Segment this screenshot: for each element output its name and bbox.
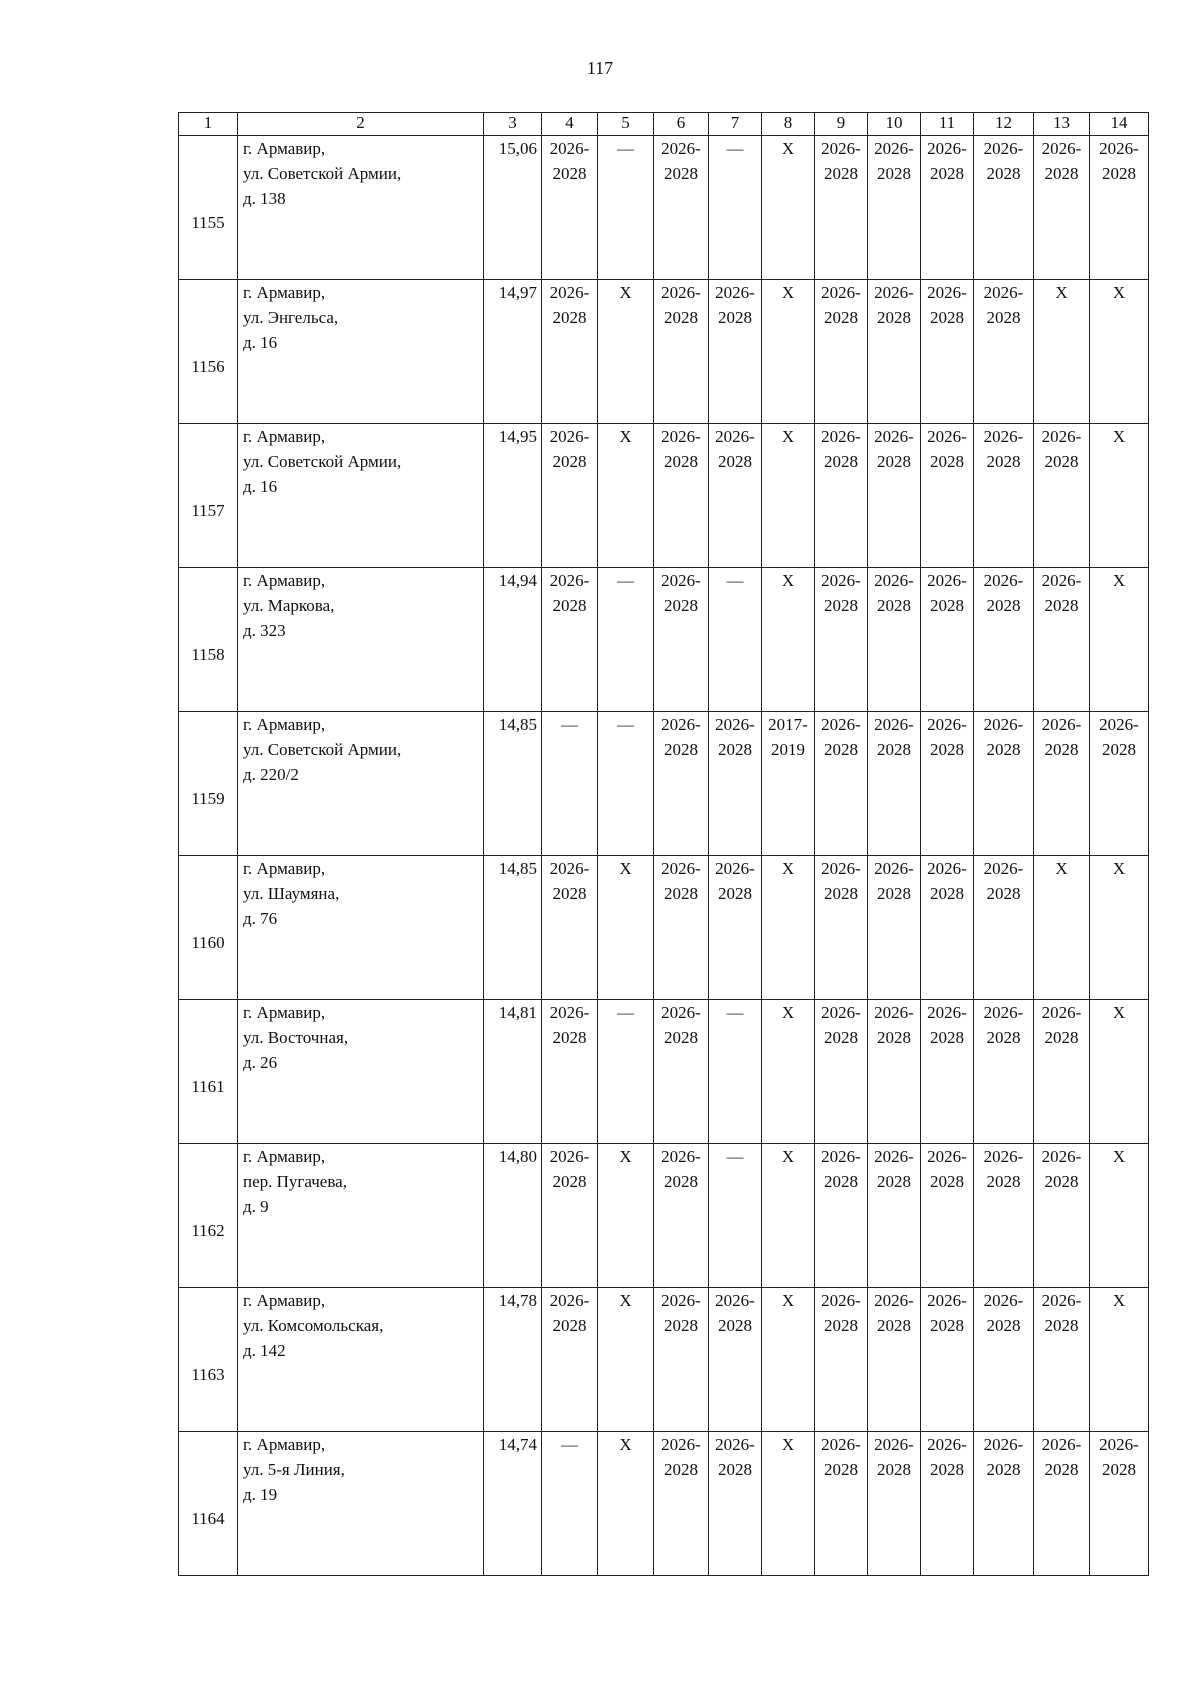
row-number: 1161 [179,1000,238,1144]
term-cell-col-14: Х [1090,424,1149,568]
address-line: ул. Советской Армии, [243,740,402,759]
term-cell-col-7: 2026- 2028 [709,424,762,568]
table-row [179,856,1149,1000]
term-cell-col-13: 2026- 2028 [1034,1000,1090,1144]
term-cell-col-8: Х [762,1144,815,1288]
table-row [179,568,1149,712]
term-cell-col-5: Х [598,1432,654,1576]
term-cell-col-12: 2026- 2028 [974,568,1034,712]
term-cell-col-9: 2026- 2028 [815,1144,868,1288]
address-line: г. Армавир, [243,715,326,734]
term-cell-col-10: 2026- 2028 [868,424,921,568]
term-cell-col-13: Х [1034,856,1090,1000]
table-header [179,113,1149,136]
address-line: г. Армавир, [243,1435,326,1454]
address-line: д. 138 [243,189,286,208]
column-header-5: 5 [598,113,654,136]
address-line: ул. Шаумяна, [243,884,340,903]
term-cell-col-8: 2017- 2019 [762,712,815,856]
area-cell: 14,95 [484,424,542,568]
term-cell-col-7: — [709,568,762,712]
column-header-2: 2 [238,113,484,136]
row-number: 1157 [179,424,238,568]
term-cell-col-13: 2026- 2028 [1034,1432,1090,1576]
term-cell-col-12: 2026- 2028 [974,1288,1034,1432]
term-cell-col-14: 2026- 2028 [1090,136,1149,280]
term-cell-col-6: 2026- 2028 [654,1144,709,1288]
page-number: 117 [586,58,614,78]
address-cell [238,1000,484,1144]
term-cell-col-4: 2026- 2028 [542,1144,598,1288]
area-cell: 14,85 [484,856,542,1000]
term-cell-col-5: — [598,1000,654,1144]
address-line: д. 76 [243,909,278,928]
term-cell-col-12: 2026- 2028 [974,1432,1034,1576]
term-cell-col-14: 2026- 2028 [1090,712,1149,856]
column-header-12: 12 [974,113,1034,136]
column-header-14: 14 [1090,113,1149,136]
term-cell-col-8: Х [762,856,815,1000]
term-cell-col-7: — [709,1144,762,1288]
address-line: ул. Энгельса, [243,308,339,327]
address-cell [238,856,484,1000]
term-cell-col-11: 2026- 2028 [921,424,974,568]
area-cell: 15,06 [484,136,542,280]
term-cell-col-6: 2026- 2028 [654,1000,709,1144]
term-cell-col-12: 2026- 2028 [974,1144,1034,1288]
row-number: 1163 [179,1288,238,1432]
address-line: ул. Советской Армии, [243,452,402,471]
term-cell-col-11: 2026- 2028 [921,136,974,280]
term-cell-col-11: 2026- 2028 [921,280,974,424]
term-cell-col-8: Х [762,1432,815,1576]
term-cell-col-7: 2026- 2028 [709,280,762,424]
table-row [179,1000,1149,1144]
term-cell-col-13: 2026- 2028 [1034,568,1090,712]
term-cell-col-12: 2026- 2028 [974,280,1034,424]
term-cell-col-8: Х [762,1288,815,1432]
term-cell-col-4: 2026- 2028 [542,136,598,280]
address-line: ул. 5-я Линия, [243,1460,345,1479]
term-cell-col-6: 2026- 2028 [654,712,709,856]
row-number: 1156 [179,280,238,424]
address-cell [238,280,484,424]
address-cell [238,1288,484,1432]
term-cell-col-10: 2026- 2028 [868,136,921,280]
row-number: 1155 [179,136,238,280]
term-cell-col-11: 2026- 2028 [921,1288,974,1432]
term-cell-col-14: 2026- 2028 [1090,1432,1149,1576]
term-cell-col-10: 2026- 2028 [868,1144,921,1288]
term-cell-col-5: Х [598,1288,654,1432]
address-line: ул. Советской Армии, [243,164,402,183]
term-cell-col-5: — [598,136,654,280]
term-cell-col-5: — [598,712,654,856]
term-cell-col-11: 2026- 2028 [921,1144,974,1288]
term-cell-col-8: Х [762,568,815,712]
table-row [179,280,1149,424]
address-cell [238,712,484,856]
term-cell-col-10: 2026- 2028 [868,712,921,856]
term-cell-col-9: 2026- 2028 [815,1000,868,1144]
term-cell-col-7: — [709,136,762,280]
term-cell-col-10: 2026- 2028 [868,568,921,712]
term-cell-col-9: 2026- 2028 [815,1288,868,1432]
term-cell-col-5: Х [598,280,654,424]
term-cell-col-13: 2026- 2028 [1034,712,1090,856]
row-number: 1164 [179,1432,238,1576]
term-cell-col-12: 2026- 2028 [974,136,1034,280]
column-header-4: 4 [542,113,598,136]
row-number: 1162 [179,1144,238,1288]
area-cell: 14,97 [484,280,542,424]
header-row [179,113,1149,136]
column-header-3: 3 [484,113,542,136]
term-cell-col-10: 2026- 2028 [868,280,921,424]
row-number: 1158 [179,568,238,712]
term-cell-col-10: 2026- 2028 [868,856,921,1000]
address-line: д. 19 [243,1485,278,1504]
term-cell-col-14: Х [1090,568,1149,712]
term-cell-col-7: 2026- 2028 [709,856,762,1000]
term-cell-col-7: 2026- 2028 [709,712,762,856]
term-cell-col-13: 2026- 2028 [1034,1144,1090,1288]
area-cell: 14,85 [484,712,542,856]
column-header-6: 6 [654,113,709,136]
term-cell-col-6: 2026- 2028 [654,424,709,568]
term-cell-col-5: — [598,568,654,712]
term-cell-col-4: 2026- 2028 [542,568,598,712]
column-header-8: 8 [762,113,815,136]
term-cell-col-6: 2026- 2028 [654,856,709,1000]
term-cell-col-9: 2026- 2028 [815,280,868,424]
term-cell-col-5: Х [598,1144,654,1288]
area-cell: 14,80 [484,1144,542,1288]
term-cell-col-4: 2026- 2028 [542,1288,598,1432]
address-cell [238,1144,484,1288]
table-row [179,712,1149,856]
term-cell-col-11: 2026- 2028 [921,1000,974,1144]
term-cell-col-9: 2026- 2028 [815,1432,868,1576]
address-line: д. 26 [243,1053,278,1072]
term-cell-col-9: 2026- 2028 [815,856,868,1000]
address-line: д. 220/2 [243,765,299,784]
term-cell-col-12: 2026- 2028 [974,424,1034,568]
address-line: г. Армавир, [243,139,326,158]
term-cell-col-14: Х [1090,1288,1149,1432]
term-cell-col-6: 2026- 2028 [654,136,709,280]
term-cell-col-4: 2026- 2028 [542,280,598,424]
address-line: д. 16 [243,333,278,352]
term-cell-col-13: 2026- 2028 [1034,424,1090,568]
term-cell-col-13: Х [1034,280,1090,424]
term-cell-col-14: Х [1090,280,1149,424]
term-cell-col-14: Х [1090,856,1149,1000]
address-cell [238,1432,484,1576]
term-cell-col-12: 2026- 2028 [974,712,1034,856]
term-cell-col-4: 2026- 2028 [542,856,598,1000]
term-cell-col-9: 2026- 2028 [815,424,868,568]
area-cell: 14,74 [484,1432,542,1576]
term-cell-col-7: 2026- 2028 [709,1432,762,1576]
table-row [179,424,1149,568]
area-cell: 14,81 [484,1000,542,1144]
column-header-13: 13 [1034,113,1090,136]
term-cell-col-10: 2026- 2028 [868,1432,921,1576]
address-cell [238,568,484,712]
term-cell-col-9: 2026- 2028 [815,568,868,712]
register-table [178,112,1149,1576]
column-header-1: 1 [179,113,238,136]
area-cell: 14,94 [484,568,542,712]
column-header-10: 10 [868,113,921,136]
term-cell-col-14: Х [1090,1144,1149,1288]
table-row [179,1288,1149,1432]
term-cell-col-14: Х [1090,1000,1149,1144]
address-line: ул. Восточная, [243,1028,349,1047]
term-cell-col-11: 2026- 2028 [921,712,974,856]
term-cell-col-10: 2026- 2028 [868,1288,921,1432]
address-line: г. Армавир, [243,283,326,302]
term-cell-col-8: Х [762,280,815,424]
address-cell [238,136,484,280]
table-row [179,136,1149,280]
address-line: г. Армавир, [243,427,326,446]
term-cell-col-7: 2026- 2028 [709,1288,762,1432]
term-cell-col-4: — [542,1432,598,1576]
term-cell-col-6: 2026- 2028 [654,1288,709,1432]
address-line: д. 323 [243,621,286,640]
term-cell-col-12: 2026- 2028 [974,856,1034,1000]
term-cell-col-6: 2026- 2028 [654,568,709,712]
row-number: 1159 [179,712,238,856]
address-line: г. Армавир, [243,859,326,878]
term-cell-col-7: — [709,1000,762,1144]
term-cell-col-5: Х [598,424,654,568]
term-cell-col-6: 2026- 2028 [654,1432,709,1576]
term-cell-col-11: 2026- 2028 [921,568,974,712]
row-number: 1160 [179,856,238,1000]
column-header-11: 11 [921,113,974,136]
term-cell-col-9: 2026- 2028 [815,712,868,856]
term-cell-col-13: 2026- 2028 [1034,136,1090,280]
table-body [179,136,1149,1576]
term-cell-col-10: 2026- 2028 [868,1000,921,1144]
term-cell-col-9: 2026- 2028 [815,136,868,280]
address-line: д. 16 [243,477,278,496]
address-line: ул. Маркова, [243,596,335,615]
term-cell-col-12: 2026- 2028 [974,1000,1034,1144]
address-line: г. Армавир, [243,1147,326,1166]
term-cell-col-8: Х [762,136,815,280]
address-cell [238,424,484,568]
term-cell-col-6: 2026- 2028 [654,280,709,424]
term-cell-col-4: 2026- 2028 [542,424,598,568]
table-row [179,1432,1149,1576]
term-cell-col-4: 2026- 2028 [542,1000,598,1144]
table-row [179,1144,1149,1288]
address-line: г. Армавир, [243,1291,326,1310]
term-cell-col-13: 2026- 2028 [1034,1288,1090,1432]
term-cell-col-11: 2026- 2028 [921,856,974,1000]
address-line: д. 9 [243,1197,269,1216]
term-cell-col-4: — [542,712,598,856]
column-header-7: 7 [709,113,762,136]
address-line: пер. Пугачева, [243,1172,347,1191]
address-line: г. Армавир, [243,571,326,590]
area-cell: 14,78 [484,1288,542,1432]
term-cell-col-11: 2026- 2028 [921,1432,974,1576]
address-line: г. Армавир, [243,1003,326,1022]
column-header-9: 9 [815,113,868,136]
address-line: ул. Комсомольская, [243,1316,384,1335]
term-cell-col-8: Х [762,424,815,568]
term-cell-col-8: Х [762,1000,815,1144]
address-line: д. 142 [243,1341,286,1360]
term-cell-col-5: Х [598,856,654,1000]
